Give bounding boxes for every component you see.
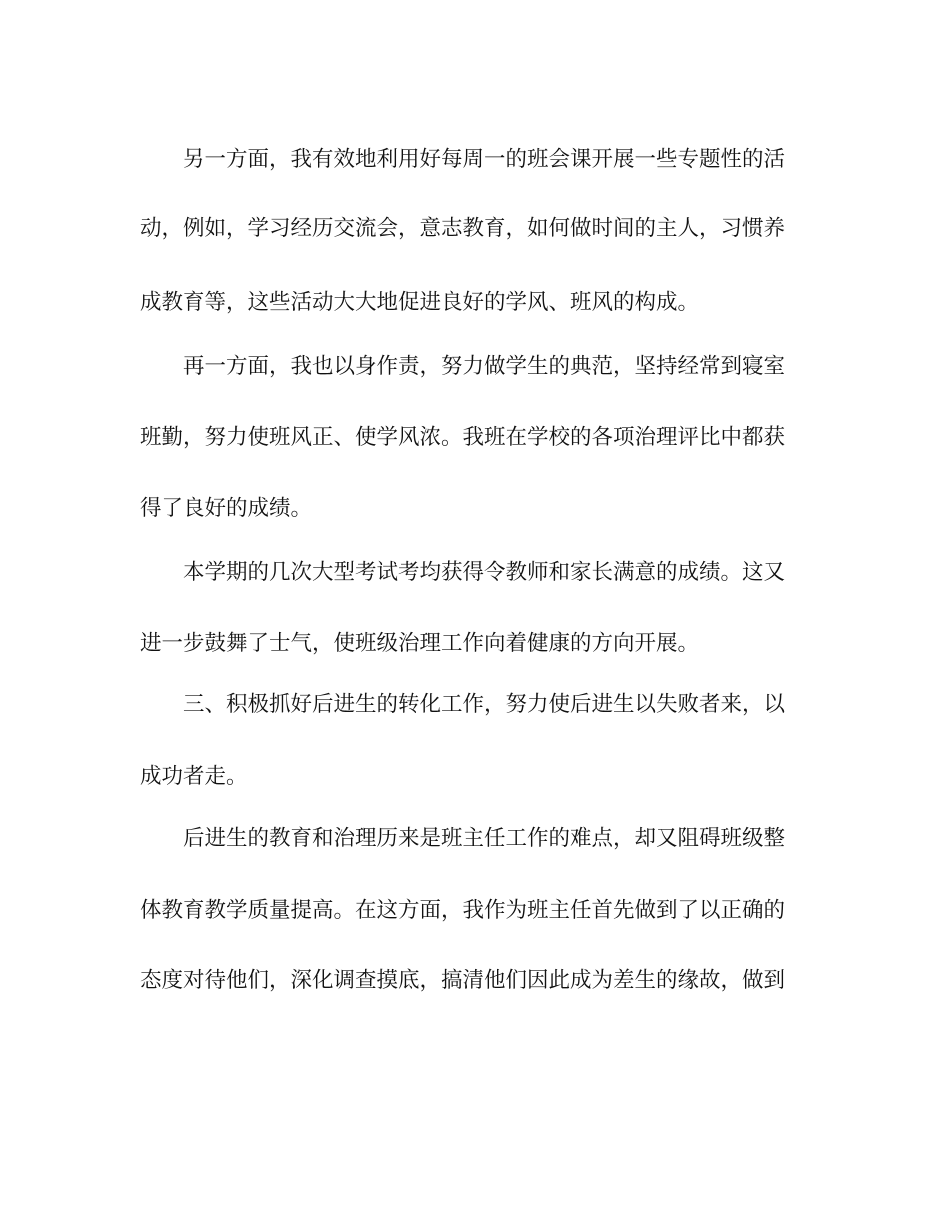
paragraph-1-line-3: 成教育等，这些活动大大地促进良好的学风、班风的构成。 [140, 290, 700, 315]
paragraph-2-line-3: 得了良好的成绩。 [140, 496, 313, 521]
paragraph-1-line-1: 另一方面，我有效地利用好每周一的班会课开展一些专题性的活 [183, 147, 786, 172]
paragraph-4-line-1: 三、积极抓好后进生的转化工作，努力使后进生以失败者来，以 [183, 692, 786, 717]
paragraph-3-line-1: 本学期的几次大型考试考均获得令教师和家长满意的成绩。这又 [183, 560, 786, 585]
paragraph-4-line-2: 成功者走。 [140, 764, 248, 789]
paragraph-3-line-2: 进一步鼓舞了士气，使班级治理工作向着健康的方向开展。 [140, 631, 700, 656]
paragraph-1-line-2: 动，例如，学习经历交流会，意志教育，如何做时间的主人，习惯养 [140, 216, 786, 241]
paragraph-2-line-2: 班勤，努力使班风正、使学风浓。我班在学校的各项治理评比中都获 [140, 425, 786, 450]
paragraph-5-line-1: 后进生的教育和治理历来是班主任工作的难点，却又阻碍班级整 [183, 826, 786, 851]
paragraph-2-line-1: 再一方面，我也以身作责，努力做学生的典范，坚持经常到寝室 [183, 354, 786, 379]
paragraph-5-line-3: 态度对待他们，深化调查摸底，搞清他们因此成为差生的缘故，做到 [140, 968, 786, 993]
paragraph-5-line-2: 体教育教学质量提高。在这方面，我作为班主任首先做到了以正确的 [140, 898, 786, 923]
